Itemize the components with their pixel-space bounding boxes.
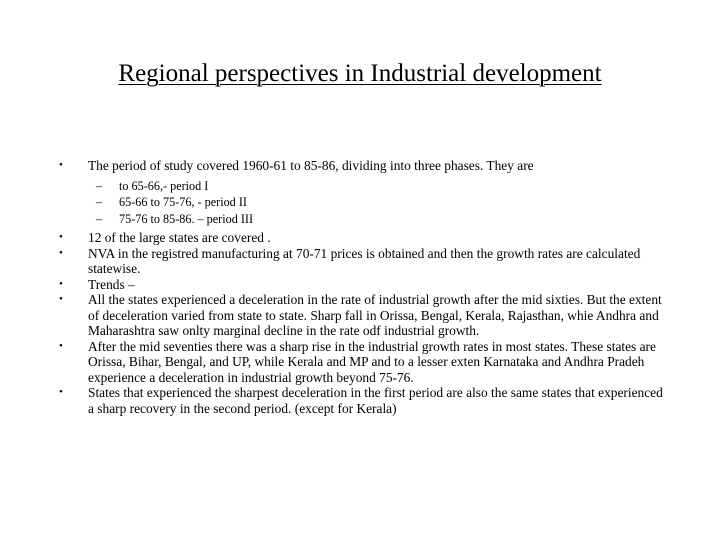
bullet-item bbox=[56, 230, 664, 246]
sub-bullet-text: to 65-66,- period I bbox=[119, 178, 209, 193]
bullet-icon: • bbox=[59, 293, 63, 305]
bullet-item bbox=[56, 158, 664, 174]
bullet-icon: • bbox=[59, 159, 63, 171]
sub-bullet-item bbox=[56, 211, 664, 228]
dash-icon: – bbox=[96, 211, 103, 226]
dash-icon: – bbox=[96, 178, 103, 193]
bullet-icon: • bbox=[59, 231, 63, 243]
bullet-item bbox=[56, 339, 664, 386]
bullet-item bbox=[56, 277, 664, 293]
bullet-text: After the mid seventies there was a sharp rise in the industrial growth rates in most states. These states are Orissa, Bihar, Bengal, and UP, while Kerala and MP and to a lesser exten Karnataka and Andhra Pradeh experience a deceleration in industrial growth beyond 75-76. bbox=[88, 338, 656, 385]
sub-bullet-list bbox=[56, 178, 664, 228]
sub-bullet-item bbox=[56, 194, 664, 211]
slide-title: Regional perspectives in Industrial development bbox=[118, 60, 602, 87]
bullet-icon: • bbox=[59, 277, 63, 290]
sub-bullet-item bbox=[56, 178, 664, 195]
bullet-text: NVA in the registred manufacturing at 70-71 prices is obtained and then the growth rates are calculated statewise. bbox=[88, 245, 641, 276]
bullet-item bbox=[56, 292, 664, 339]
sub-bullet-text: 75-76 to 85-86. – period III bbox=[119, 211, 254, 226]
bullet-item bbox=[56, 385, 664, 416]
sub-bullet-text: 65-66 to 75-76, - period II bbox=[119, 195, 247, 209]
bullet-text: 12 of the large states are covered . bbox=[88, 230, 271, 245]
bullet-icon: • bbox=[59, 339, 63, 352]
bullet-item bbox=[56, 246, 664, 277]
dash-icon: – bbox=[96, 195, 103, 209]
bullet-text: The period of study covered 1960-61 to 85-86, dividing into three phases. They are bbox=[88, 158, 534, 173]
bullet-text: States that experienced the sharpest deceleration in the first period are also the same states that experienced a sharp recovery in the second period. (except for Kerala) bbox=[88, 385, 663, 416]
bullet-text: Trends – bbox=[88, 276, 135, 292]
bullet-icon: • bbox=[59, 246, 63, 259]
bullet-text: All the states experienced a deceleration in the rate of industrial growth after the mid sixties. But the extent of deceleration varied from state to state. Sharp fall in Orissa, Bengal, Kerala, Rajasthan, whie Andhra and Maharashtra saw onlty marginal decline in the rate odf industrial growth. bbox=[88, 292, 662, 338]
slide-content bbox=[56, 158, 664, 416]
bullet-icon: • bbox=[59, 386, 63, 398]
